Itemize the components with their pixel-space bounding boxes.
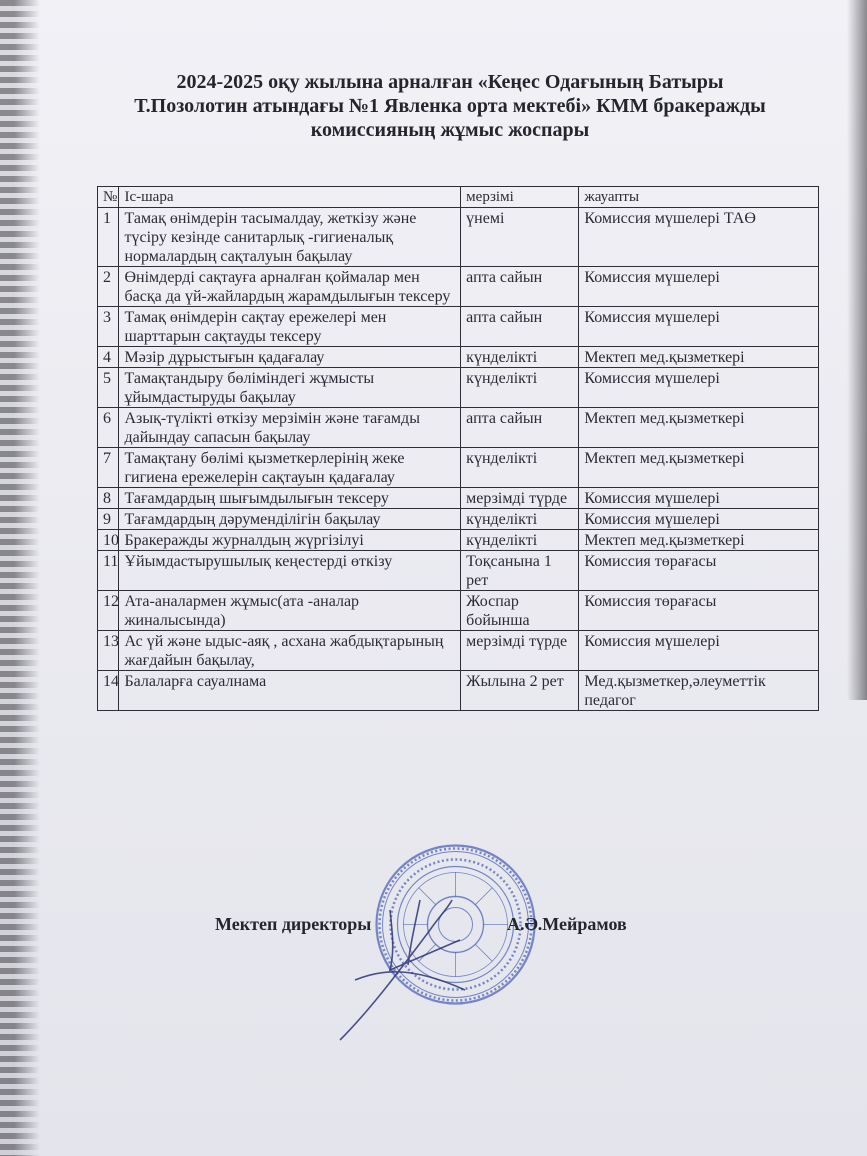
- cell-term: Жоспар бойынша: [461, 591, 579, 631]
- cell-activity: Өнімдерді сақтауға арналған қоймалар мен басқа да үй-жайлардың жарамдылығын тексеру: [119, 267, 461, 307]
- cell-number: 8: [98, 488, 119, 509]
- table-row: [98, 408, 819, 448]
- cell-number: 3: [98, 307, 119, 347]
- table-row: [98, 208, 819, 267]
- cell-activity: Ұйымдастырушылық кеңестерді өткізу: [119, 551, 461, 591]
- table-row: [98, 448, 819, 488]
- cell-term: күнделікті: [461, 509, 579, 530]
- cell-responsible: Комиссия төрағасы: [579, 591, 819, 631]
- cell-number: 4: [98, 347, 119, 368]
- cell-number: 10: [98, 530, 119, 551]
- title-line-3: комиссияның жұмыс жоспары: [310, 119, 590, 141]
- cell-term: апта сайын: [461, 408, 579, 448]
- cell-term: күнделікті: [461, 368, 579, 408]
- cell-activity: Тағамдардың дәрумендiлiгiн бақылау: [119, 509, 461, 530]
- cell-activity: Тамақтану бөлімі қызметкерлерінің жеке гигиена ережелерін сақтауын қадағалау: [119, 448, 461, 488]
- director-name: А.Ә.Мейрамов: [507, 914, 627, 934]
- cell-activity: Тағамдардың шығымдылығын тексеру: [119, 488, 461, 509]
- cell-activity: Мәзір дұрыстығын қадағалау: [119, 347, 461, 368]
- cell-number: 14: [98, 671, 119, 711]
- cell-responsible: Мектеп мед.қызметкері: [579, 530, 819, 551]
- cell-activity: Тамақ өнімдерін тасымалдау, жеткізу және түсіру кезінде санитарлық -гигиеналық нормалардың сақталуын бақылау: [119, 208, 461, 267]
- cell-responsible: Комиссия мүшелері: [579, 307, 819, 347]
- cell-term: апта сайын: [461, 267, 579, 307]
- table-header-row: [98, 187, 819, 208]
- title-line-2: Т.Позолотин атындағы №1 Явленка орта мектебі» КММ бракеражды: [134, 95, 766, 117]
- cell-term: мерзімді түрде: [461, 631, 579, 671]
- cell-term: күнделікті: [461, 530, 579, 551]
- document-title: [100, 70, 800, 142]
- cell-responsible: Мектеп мед.қызметкері: [579, 347, 819, 368]
- column-header-responsible: жауапты: [579, 187, 819, 208]
- table-row: [98, 591, 819, 631]
- cell-number: 2: [98, 267, 119, 307]
- cell-number: 9: [98, 509, 119, 530]
- cell-term: Жылына 2 рет: [461, 671, 579, 711]
- title-line-1: 2024-2025 оқу жылына арналған «Кеңес Одағының Батыры: [176, 71, 724, 93]
- cell-responsible: Комиссия мүшелері: [579, 267, 819, 307]
- cell-activity: Ата-аналармен жұмыс(ата -аналар жиналысында): [119, 591, 461, 631]
- cell-number: 7: [98, 448, 119, 488]
- cell-responsible: Мектеп мед.қызметкері: [579, 408, 819, 448]
- table-row: [98, 671, 819, 711]
- table-row: [98, 631, 819, 671]
- cell-responsible: Комиссия мүшелері: [579, 509, 819, 530]
- cell-responsible: Комиссия мүшелері: [579, 488, 819, 509]
- column-header-term: мерзімі: [461, 187, 579, 208]
- cell-responsible: Комиссия мүшелері: [579, 631, 819, 671]
- cell-term: мерзімді түрде: [461, 488, 579, 509]
- table-row: [98, 267, 819, 307]
- cell-number: 11: [98, 551, 119, 591]
- cell-term: Тоқсанына 1 рет: [461, 551, 579, 591]
- director-title: Мектеп директоры: [215, 914, 372, 934]
- cell-activity: Тамақ өнімдерін сақтау ережелері мен шарттарын сақтауды тексеру: [119, 307, 461, 347]
- column-header-activity: Іс-шара: [119, 187, 461, 208]
- table-row: [98, 551, 819, 591]
- table-row: [98, 509, 819, 530]
- handwritten-signature: [320, 870, 470, 1050]
- cell-number: 12: [98, 591, 119, 631]
- cell-activity: Балаларға сауалнама: [119, 671, 461, 711]
- page-edge-shadow-right: [847, 0, 867, 700]
- column-header-number: №: [98, 187, 119, 208]
- table-row: [98, 307, 819, 347]
- cell-responsible: Комиссия мүшелері: [579, 368, 819, 408]
- cell-activity: Ас үй және ыдыс-аяқ , асхана жабдықтарының жағдайын бақылау,: [119, 631, 461, 671]
- cell-term: апта сайын: [461, 307, 579, 347]
- cell-responsible: Комиссия төрағасы: [579, 551, 819, 591]
- cell-number: 6: [98, 408, 119, 448]
- cell-term: күнделікті: [461, 347, 579, 368]
- cell-responsible: Мектеп мед.қызметкері: [579, 448, 819, 488]
- work-plan-table: [97, 186, 819, 711]
- table-row: [98, 368, 819, 408]
- cell-term: үнемі: [461, 208, 579, 267]
- cell-activity: Азық-түлікті өткізу мерзімін және тағамды дайындау сапасын бақылау: [119, 408, 461, 448]
- cell-number: 1: [98, 208, 119, 267]
- cell-number: 5: [98, 368, 119, 408]
- table-row: [98, 347, 819, 368]
- table-row: [98, 488, 819, 509]
- cell-activity: Тамақтандыру бөліміндегі жұмысты ұйымдастыруды бақылау: [119, 368, 461, 408]
- table-row: [98, 530, 819, 551]
- page-edge-shadow: [0, 0, 40, 1156]
- cell-term: күнделікті: [461, 448, 579, 488]
- cell-responsible: Мед.қызметкер,әлеуметтік педагог: [579, 671, 819, 711]
- cell-responsible: Комиссия мүшелері ТАӨ: [579, 208, 819, 267]
- cell-number: 13: [98, 631, 119, 671]
- cell-activity: Бракеражды журналдың жүргізілуі: [119, 530, 461, 551]
